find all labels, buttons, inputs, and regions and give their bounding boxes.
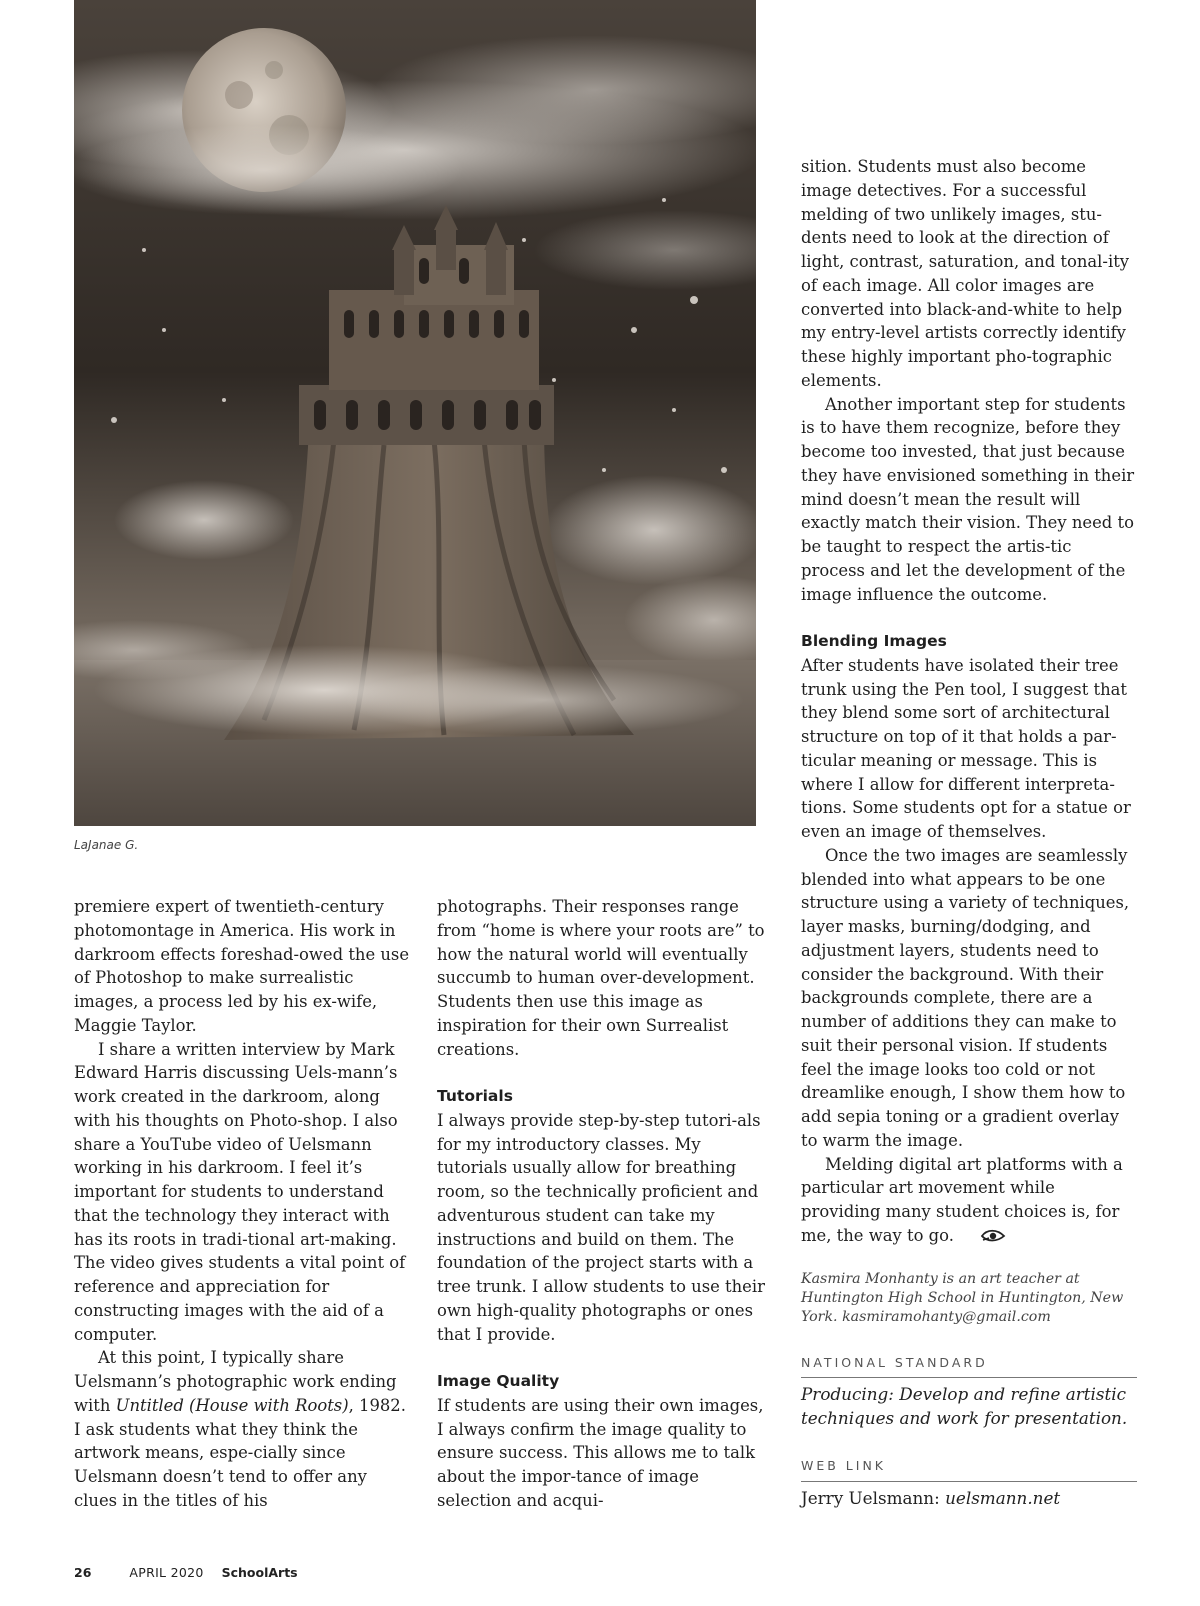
photo-caption: LaJanae G.: [74, 838, 139, 852]
eye-end-mark-icon: [956, 1226, 1006, 1250]
article-column-2: [437, 895, 773, 1513]
page-footer: [74, 1565, 298, 1580]
paragraph: Once the two images are seamlessly blended into what appears to be one structure using a variety of techniques, layer masks, burning/dodging, and adjustment layers, students need to consider the background. With their backgrounds complete, there are a number of additions they can make to suit their personal vision. If students feel the image looks too cold or not dreamlike enough, I show them how to add sepia toning or a gradient overlay to warm the image.: [801, 845, 1130, 1150]
section-heading-blending-images: Blending Images: [801, 632, 947, 650]
national-standard-text: Producing: Develop and refine artistic techniques and work for presentation.: [801, 1384, 1128, 1429]
text-span: Melding digital art platforms with a particular art movement while providing many student choices is, for me, the way to go.: [801, 1154, 1123, 1245]
issue-date: APRIL 2020: [129, 1565, 204, 1580]
web-link-label: WEB LINK: [801, 1454, 1137, 1482]
article-column-1: [74, 895, 410, 1513]
national-standard-label: NATIONAL STANDARD: [801, 1351, 1137, 1379]
artwork-photo: [74, 0, 756, 826]
text-span: At this point, I typically share Uelsmann’s photographic work ending with: [74, 1348, 397, 1415]
paragraph: sition. Students must also become image detectives. For a successful melding of two unlikely images, stu-dents need to look at the direction of light, contrast, saturation, and tonal-ity of each image. All color images are converted into black-and-white to help my entry-level artists correctly identify these highly important pho-tographic elements.: [801, 157, 1130, 390]
text-span: , 1982. I ask students what they think the artwork means, espe-cially since Uelsmann doesn’t tend to offer any clues in the titles of his: [74, 1395, 406, 1510]
section-heading-image-quality: Image Quality: [437, 1372, 560, 1390]
paragraph: After students have isolated their tree trunk using the Pen tool, I suggest that they blend some sort of architectural structure on top of it that holds a par-ticular meaning or message. This is where I allow for different interpreta-tions. Some students opt for a statue or even an image of themselves.: [801, 655, 1131, 841]
paragraph: [74, 1346, 410, 1512]
section-heading-tutorials: Tutorials: [437, 1087, 513, 1105]
paragraph: I always provide step-by-step tutori-als for my introductory classes. My tutorials usually allow for breathing room, so the technically proficient and adventurous student can take my instructions and build on them. The foundation of the project starts with a tree trunk. I allow students to use their own high-quality photographs or ones that I provide.: [437, 1110, 765, 1344]
web-link-prefix: Jerry Uelsmann:: [801, 1488, 946, 1508]
page-number: 26: [74, 1565, 92, 1580]
artwork-title: Untitled (House with Roots): [115, 1395, 349, 1415]
web-link-url[interactable]: uelsmann.net: [945, 1488, 1061, 1508]
paragraph: I share a written interview by Mark Edward Harris discussing Uels-mann’s work created in the darkroom, along with his thoughts on Photo-shop. I also share a YouTube video of Uelsmann working in his darkroom. I feel it’s important for students to understand that the technology they interact with has its roots in tradi-tional art-making. The video gives students a vital point of reference and appreciation for constructing images with the aid of a computer.: [74, 1039, 406, 1344]
paragraph: If students are using their own images, I always confirm the image quality to ensure success. This allows me to talk about the impor-tance of image selection and acqui-: [437, 1395, 764, 1510]
paragraph: photographs. Their responses range from “home is where your roots are” to how the natural world will eventually succumb to human over-development. Students then use this image as inspiration for their own Surrealist creations.: [437, 897, 765, 1059]
paragraph: premiere expert of twentieth-century photomontage in America. His work in darkroom effects foreshad-owed the use of Photoshop to make surrealistic images, a process led by his ex-wife, Maggie Taylor.: [74, 897, 410, 1035]
web-link: [801, 1486, 1137, 1510]
author-bio: Kasmira Monhanty is an art teacher at Huntington High School in Huntington, New York. kasmiramohanty@gmail.com: [801, 1270, 1124, 1325]
paragraph: Another important step for students is to have them recognize, before they become too invested, that just because they have envisioned something in their mind doesn’t mean the result will exactly match their vision. They need to be taught to respect the artis-tic process and let the development of the image influence the outcome.: [801, 394, 1135, 604]
paragraph: [801, 1153, 1137, 1250]
article-column-3: [801, 155, 1137, 1510]
magazine-name: SchoolArts: [221, 1565, 298, 1580]
